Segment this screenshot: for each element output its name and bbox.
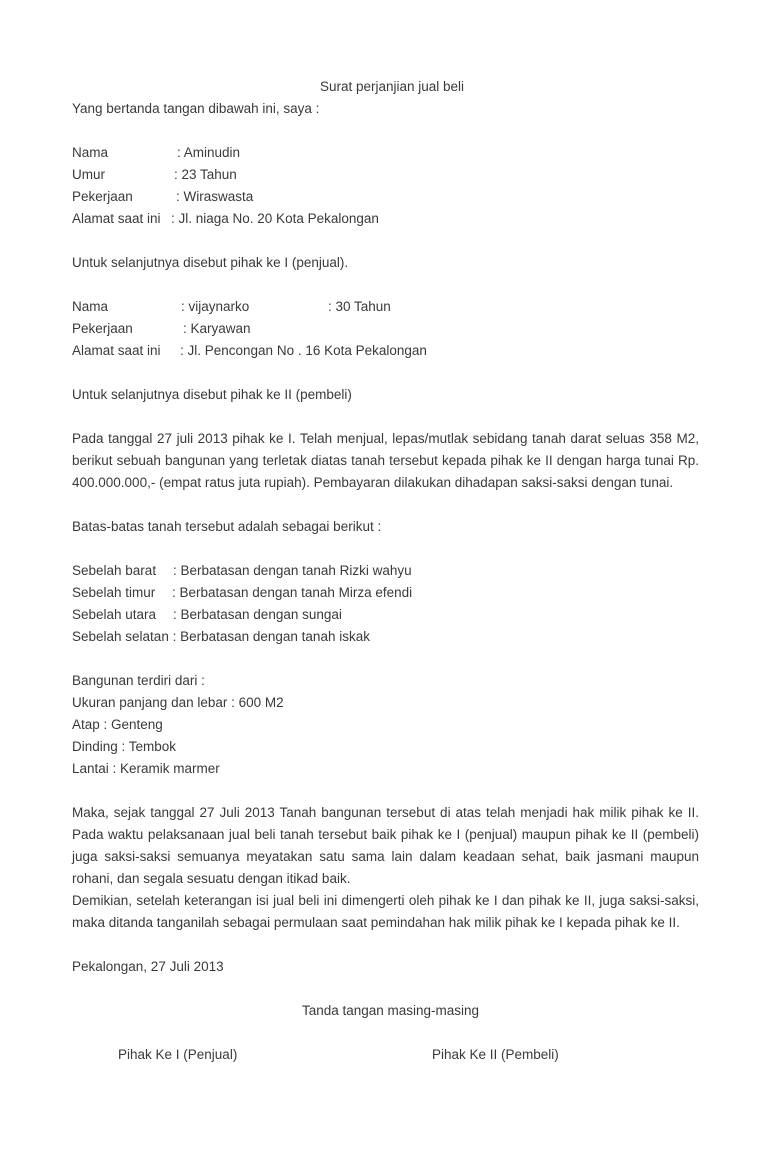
- party1-name-row: [72, 142, 699, 164]
- document-title: Surat perjanjian jual beli: [319, 79, 465, 94]
- sale-paragraph: Pada tanggal 27 juli 2013 pihak ke I. Telah menjual, lepas/mutlak sebidang tanah darat seluas 358 M2, berikut sebuah bangunan yang terletak diatas tanah tersebut kepada pihak ke II dengan harga tunai Rp. 400.000.000,- (empat ratus juta rupiah). Pembayaran dilakukan dihadapan saksi-saksi dengan tunai.: [72, 431, 699, 490]
- party1-age-label: Umur: [72, 167, 105, 182]
- place-date: Pekalongan, 27 Juli 2013: [72, 959, 224, 974]
- intro-text: Yang bertanda tangan dibawah ini, saya :: [72, 101, 320, 116]
- party2-address-value: : Jl. Pencongan No . 16 Kota Pekalongan: [180, 343, 427, 358]
- boundary-north-value: : Berbatasan dengan sungai: [173, 607, 342, 622]
- party2-job-value: : Karyawan: [183, 321, 251, 336]
- building-roof: Atap : Genteng: [72, 717, 163, 732]
- party1-job-label: Pekerjaan: [72, 189, 133, 204]
- party2-designation: Untuk selanjutnya disebut pihak ke II (pembeli): [72, 387, 352, 402]
- signature-seller: Pihak Ke I (Penjual): [118, 1047, 238, 1062]
- party2-job-row: [72, 318, 699, 340]
- party1-address-label: Alamat saat ini: [72, 211, 161, 226]
- party1-age-value: : 23 Tahun: [174, 167, 237, 182]
- building-size: Ukuran panjang dan lebar : 600 M2: [72, 695, 284, 710]
- signature-heading: Tanda tangan masing-masing: [301, 1003, 480, 1018]
- party1-address-row: [72, 208, 699, 230]
- party1-name-label: Nama: [72, 145, 109, 160]
- building-floor: Lantai : Keramik marmer: [72, 761, 220, 776]
- party1-designation: Untuk selanjutnya disebut pihak ke I (penjual).: [72, 255, 349, 270]
- boundary-east-label: Sebelah timur: [72, 585, 156, 600]
- boundary-east-row: [72, 582, 699, 604]
- party2-name-value: : vijaynarko: [181, 299, 250, 314]
- party1-name-value: : Aminudin: [177, 145, 241, 160]
- document-body: [72, 98, 699, 1066]
- party1-job-value: : Wiraswasta: [176, 189, 254, 204]
- party2-name-label: Nama: [72, 299, 109, 314]
- party1-age-row: [72, 164, 699, 186]
- building-wall: Dinding : Tembok: [72, 739, 177, 754]
- closing-paragraph-1: Maka, sejak tanggal 27 Juli 2013 Tanah bangunan tersebut di atas telah menjadi hak milik pihak ke II. Pada waktu pelaksanaan jual beli tanah tersebut baik pihak ke I (penjual) maupun pihak ke II (pembeli) juga saksi-saksi semuanya meyatakan satu sama lain dalam keadaan sehat, baik jasmani maupun rohani, dan segala sesuatu dengan itikad baik.: [72, 805, 699, 886]
- signature-buyer: Pihak Ke II (Pembeli): [432, 1047, 559, 1062]
- party2-address-row: [72, 340, 699, 362]
- party1-job-row: [72, 186, 699, 208]
- closing-paragraph-2: Demikian, setelah keterangan isi jual beli ini dimengerti oleh pihak ke I dan pihak ke II, juga saksi-saksi, maka ditanda tanganilah sebagai permulaan saat pemindahan hak milik pihak ke I kepada pihak ke II.: [72, 893, 699, 930]
- signature-row: [72, 1044, 699, 1066]
- boundary-west-label: Sebelah barat: [72, 563, 157, 578]
- boundary-south-line: Sebelah selatan : Berbatasan dengan tanah iskak: [72, 629, 370, 644]
- party2-job-label: Pekerjaan: [72, 321, 133, 336]
- boundary-west-row: [72, 560, 699, 582]
- boundary-east-value: : Berbatasan dengan tanah Mirza efendi: [172, 585, 413, 600]
- building-heading: Bangunan terdiri dari :: [72, 673, 205, 688]
- boundary-north-row: [72, 604, 699, 626]
- party2-name-row: [72, 296, 699, 318]
- party2-address-label: Alamat saat ini: [72, 343, 161, 358]
- party2-age-value: : 30 Tahun: [328, 299, 391, 314]
- boundaries-heading: Batas-batas tanah tersebut adalah sebagai berikut :: [72, 519, 382, 534]
- party1-address-value: : Jl. niaga No. 20 Kota Pekalongan: [171, 211, 379, 226]
- boundary-north-label: Sebelah utara: [72, 607, 157, 622]
- boundary-west-value: : Berbatasan dengan tanah Rizki wahyu: [173, 563, 412, 578]
